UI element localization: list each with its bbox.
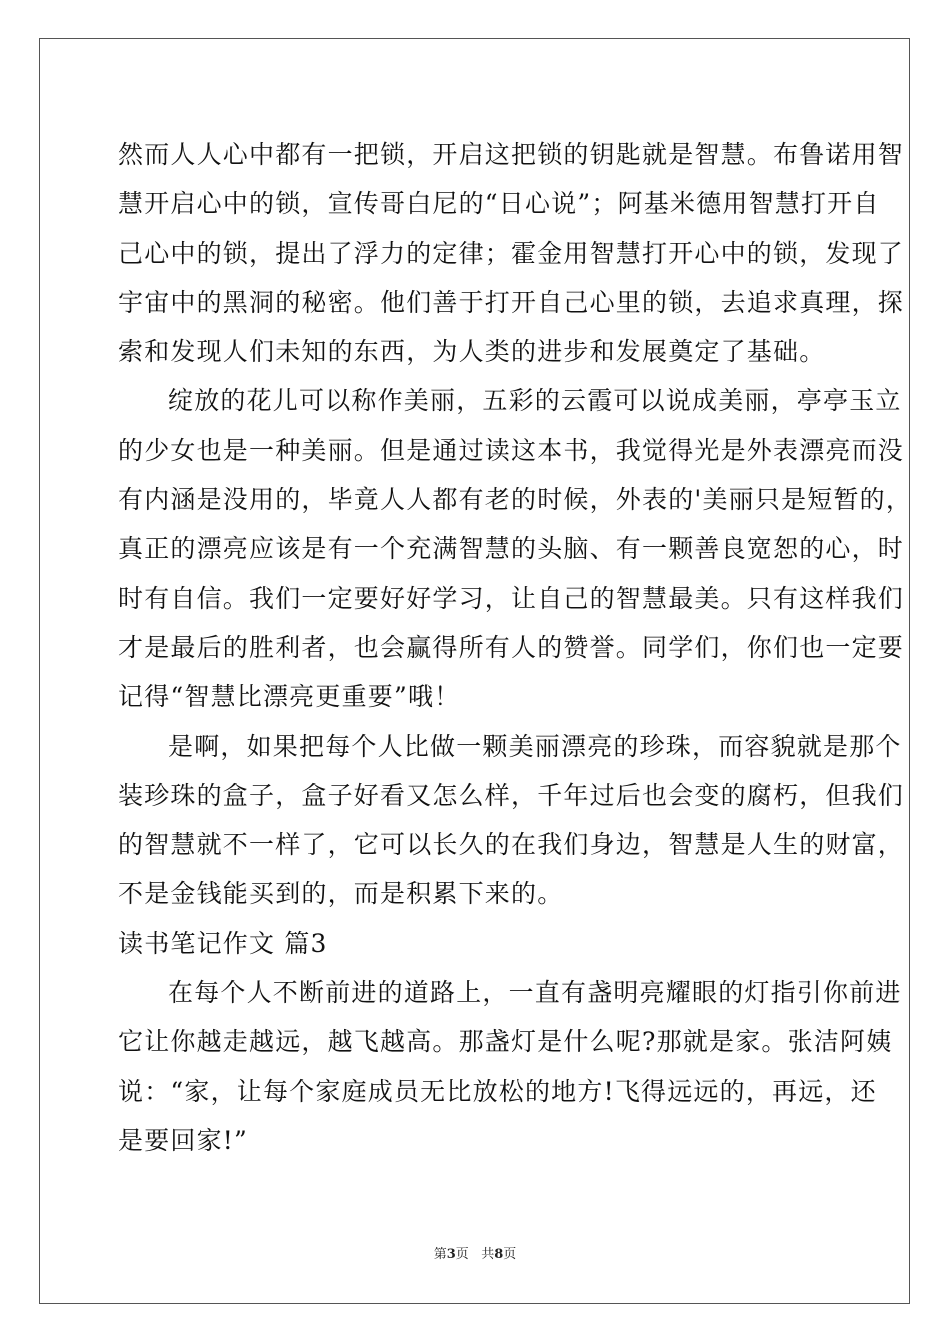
text-line: 是啊，如果把每个人比做一颗美丽漂亮的珍珠，而容貌就是那个 <box>168 731 902 761</box>
document-body <box>118 130 913 1165</box>
paragraph-pearl <box>118 722 905 919</box>
text-line: 是要回家!” <box>118 1125 249 1155</box>
text-line: 有内涵是没用的，毕竟人人都有老的时候，外表的'美丽只是短暂的， <box>118 485 913 515</box>
text-line: 索和发现人们未知的东西，为人类的进步和发展奠定了基础。 <box>118 337 826 367</box>
text-line: 真正的漂亮应该是有一个充满智慧的头脑、有一颗善良宽恕的心，时 <box>118 534 905 564</box>
footer-page-suffix: 页 <box>503 1247 517 1262</box>
footer-page-prefix: 第 <box>433 1247 447 1262</box>
text-line: 然而人人心中都有一把锁，开启这把锁的钥匙就是智慧。布鲁诺用智 <box>118 140 905 169</box>
footer-page-total: 8 <box>494 1247 504 1262</box>
paragraph-wisdom-key <box>118 130 905 376</box>
paragraph-home <box>118 968 902 1165</box>
text-line: 宇宙中的黑洞的秘密。他们善于打开自己心里的锁，去追求真理，探 <box>118 287 905 317</box>
text-line: 己心中的锁，提出了浮力的定律；霍金用智慧打开心中的锁，发现了 <box>118 238 905 268</box>
text-line: 才是最后的胜利者，也会赢得所有人的赞誉。同学们，你们也一定要 <box>118 632 905 662</box>
text-line: 说：“家，让每个家庭成员无比放松的地方!飞得远远的，再远，还 <box>118 1076 877 1106</box>
section-heading: 读书笔记作文 篇3 <box>118 928 328 958</box>
footer-page-mid: 页 共 <box>455 1247 495 1262</box>
page-footer <box>0 1246 950 1264</box>
text-line: 绽放的花儿可以称作美丽，五彩的云霞可以说成美丽，亭亭玉立 <box>168 386 902 416</box>
text-line: 的少女也是一种美丽。但是通过读这本书，我觉得光是外表漂亮而没 <box>118 435 905 465</box>
text-line: 慧开启心中的锁，宣传哥白尼的“日心说”；阿基米德用智慧打开自 <box>118 189 880 219</box>
text-line: 不是金钱能买到的，而是积累下来的。 <box>118 879 564 909</box>
footer-page-number: 3 <box>446 1247 456 1262</box>
text-line: 它让你越走越远，越飞越高。那盏灯是什么呢?那就是家。张洁阿姨 <box>118 1027 893 1057</box>
paragraph-beauty <box>118 376 913 721</box>
text-line: 在每个人不断前进的道路上，一直有盏明亮耀眼的灯指引你前进 <box>168 978 902 1008</box>
text-line: 装珍珠的盒子，盒子好看又怎么样，千年过后也会变的腐朽，但我们 <box>118 780 905 810</box>
text-line: 记得“智慧比漂亮更重要”哦！ <box>118 682 461 712</box>
text-line: 时有自信。我们一定要好好学习，让自己的智慧最美。只有这样我们 <box>118 583 905 613</box>
text-line: 的智慧就不一样了，它可以长久的在我们身边，智慧是人生的财富， <box>118 830 905 860</box>
